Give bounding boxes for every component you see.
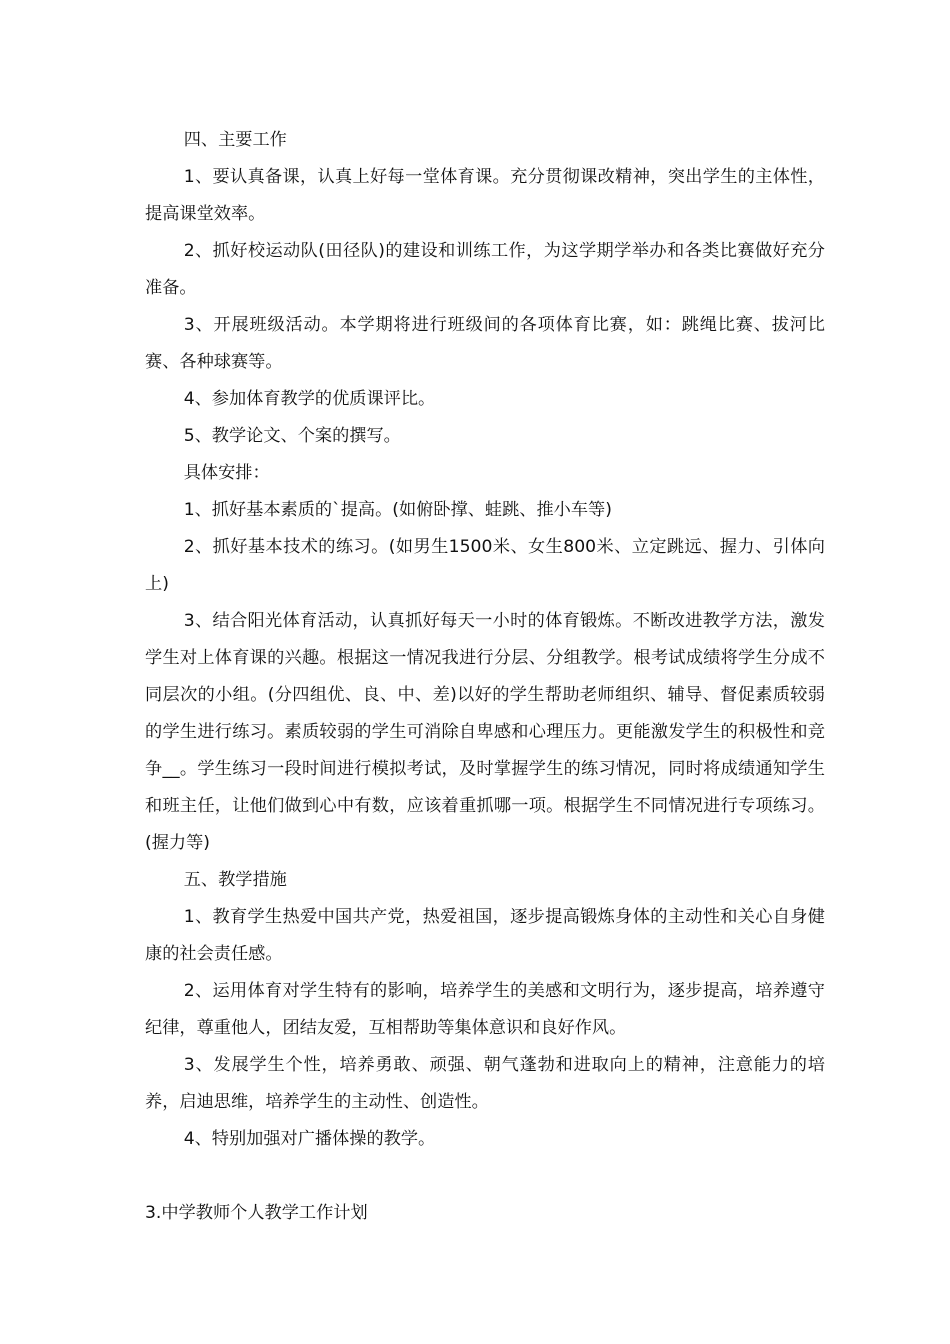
section-heading: 四、主要工作 (183, 130, 287, 150)
spacer (145, 1158, 825, 1195)
paragraph: 5、教学论文、个案的撰写。 (183, 426, 401, 446)
paragraph: 1、要认真备课，认真上好每一堂体育课。充分贯彻课改精神，突出学生的主体性，提高课堂效率。 (145, 167, 825, 224)
section-heading: 五、教学措施 (183, 870, 287, 890)
paragraph: 1、教育学生热爱中国共产党，热爱祖国，逐步提高锻炼身体的主动性和关心自身健康的社会责任感。 (145, 907, 825, 964)
paragraph: 3、开展班级活动。本学期将进行班级间的各项体育比赛，如：跳绳比赛、拔河比赛、各种球赛等。 (145, 315, 825, 372)
paragraph: 2、运用体育对学生特有的影响，培养学生的美感和文明行为，逐步提高，培养遵守纪律，尊重他人，团结友爱，互相帮助等集体意识和良好作风。 (145, 981, 825, 1038)
paragraph: 3、结合阳光体育活动，认真抓好每天一小时的体育锻炼。不断改进教学方法，激发学生对上体育课的兴趣。根据这一情况我进行分层、分组教学。根考试成绩将学生分成不同层次的小组。(分四组优、良、中、差)以好的学生帮助老师组织、辅导、督促素质较弱的学生进行练习。素质较弱的学生可消除自卑感和心理压力。更能激发学生的积极性和竞争__。学生练习一段时间进行模拟考试，及时掌握学生的练习情况，同时将成绩通知学生和班主任，让他们做到心中有数，应该着重抓哪一项。根据学生不同情况进行专项练习。(握力等) (145, 611, 825, 853)
subsection-heading: 具体安排： (183, 463, 270, 483)
next-section-heading: 3.中学教师个人教学工作计划 (145, 1203, 368, 1223)
paragraph: 1、抓好基本素质的`提高。(如俯卧撑、蛙跳、推小车等) (183, 500, 612, 520)
paragraph: 4、特别加强对广播体操的教学。 (183, 1129, 436, 1149)
paragraph: 3、发展学生个性，培养勇敢、顽强、朝气蓬勃和进取向上的精神，注意能力的培养，启迪思维，培养学生的主动性、创造性。 (145, 1055, 825, 1112)
paragraph: 4、参加体育教学的优质课评比。 (183, 389, 436, 409)
paragraph: 2、抓好校运动队(田径队)的建设和训练工作，为这学期学举办和各类比赛做好充分准备。 (145, 241, 825, 298)
document-body (145, 122, 825, 1232)
paragraph: 2、抓好基本技术的练习。(如男生1500米、女生800米、立定跳远、握力、引体向上) (145, 537, 825, 594)
